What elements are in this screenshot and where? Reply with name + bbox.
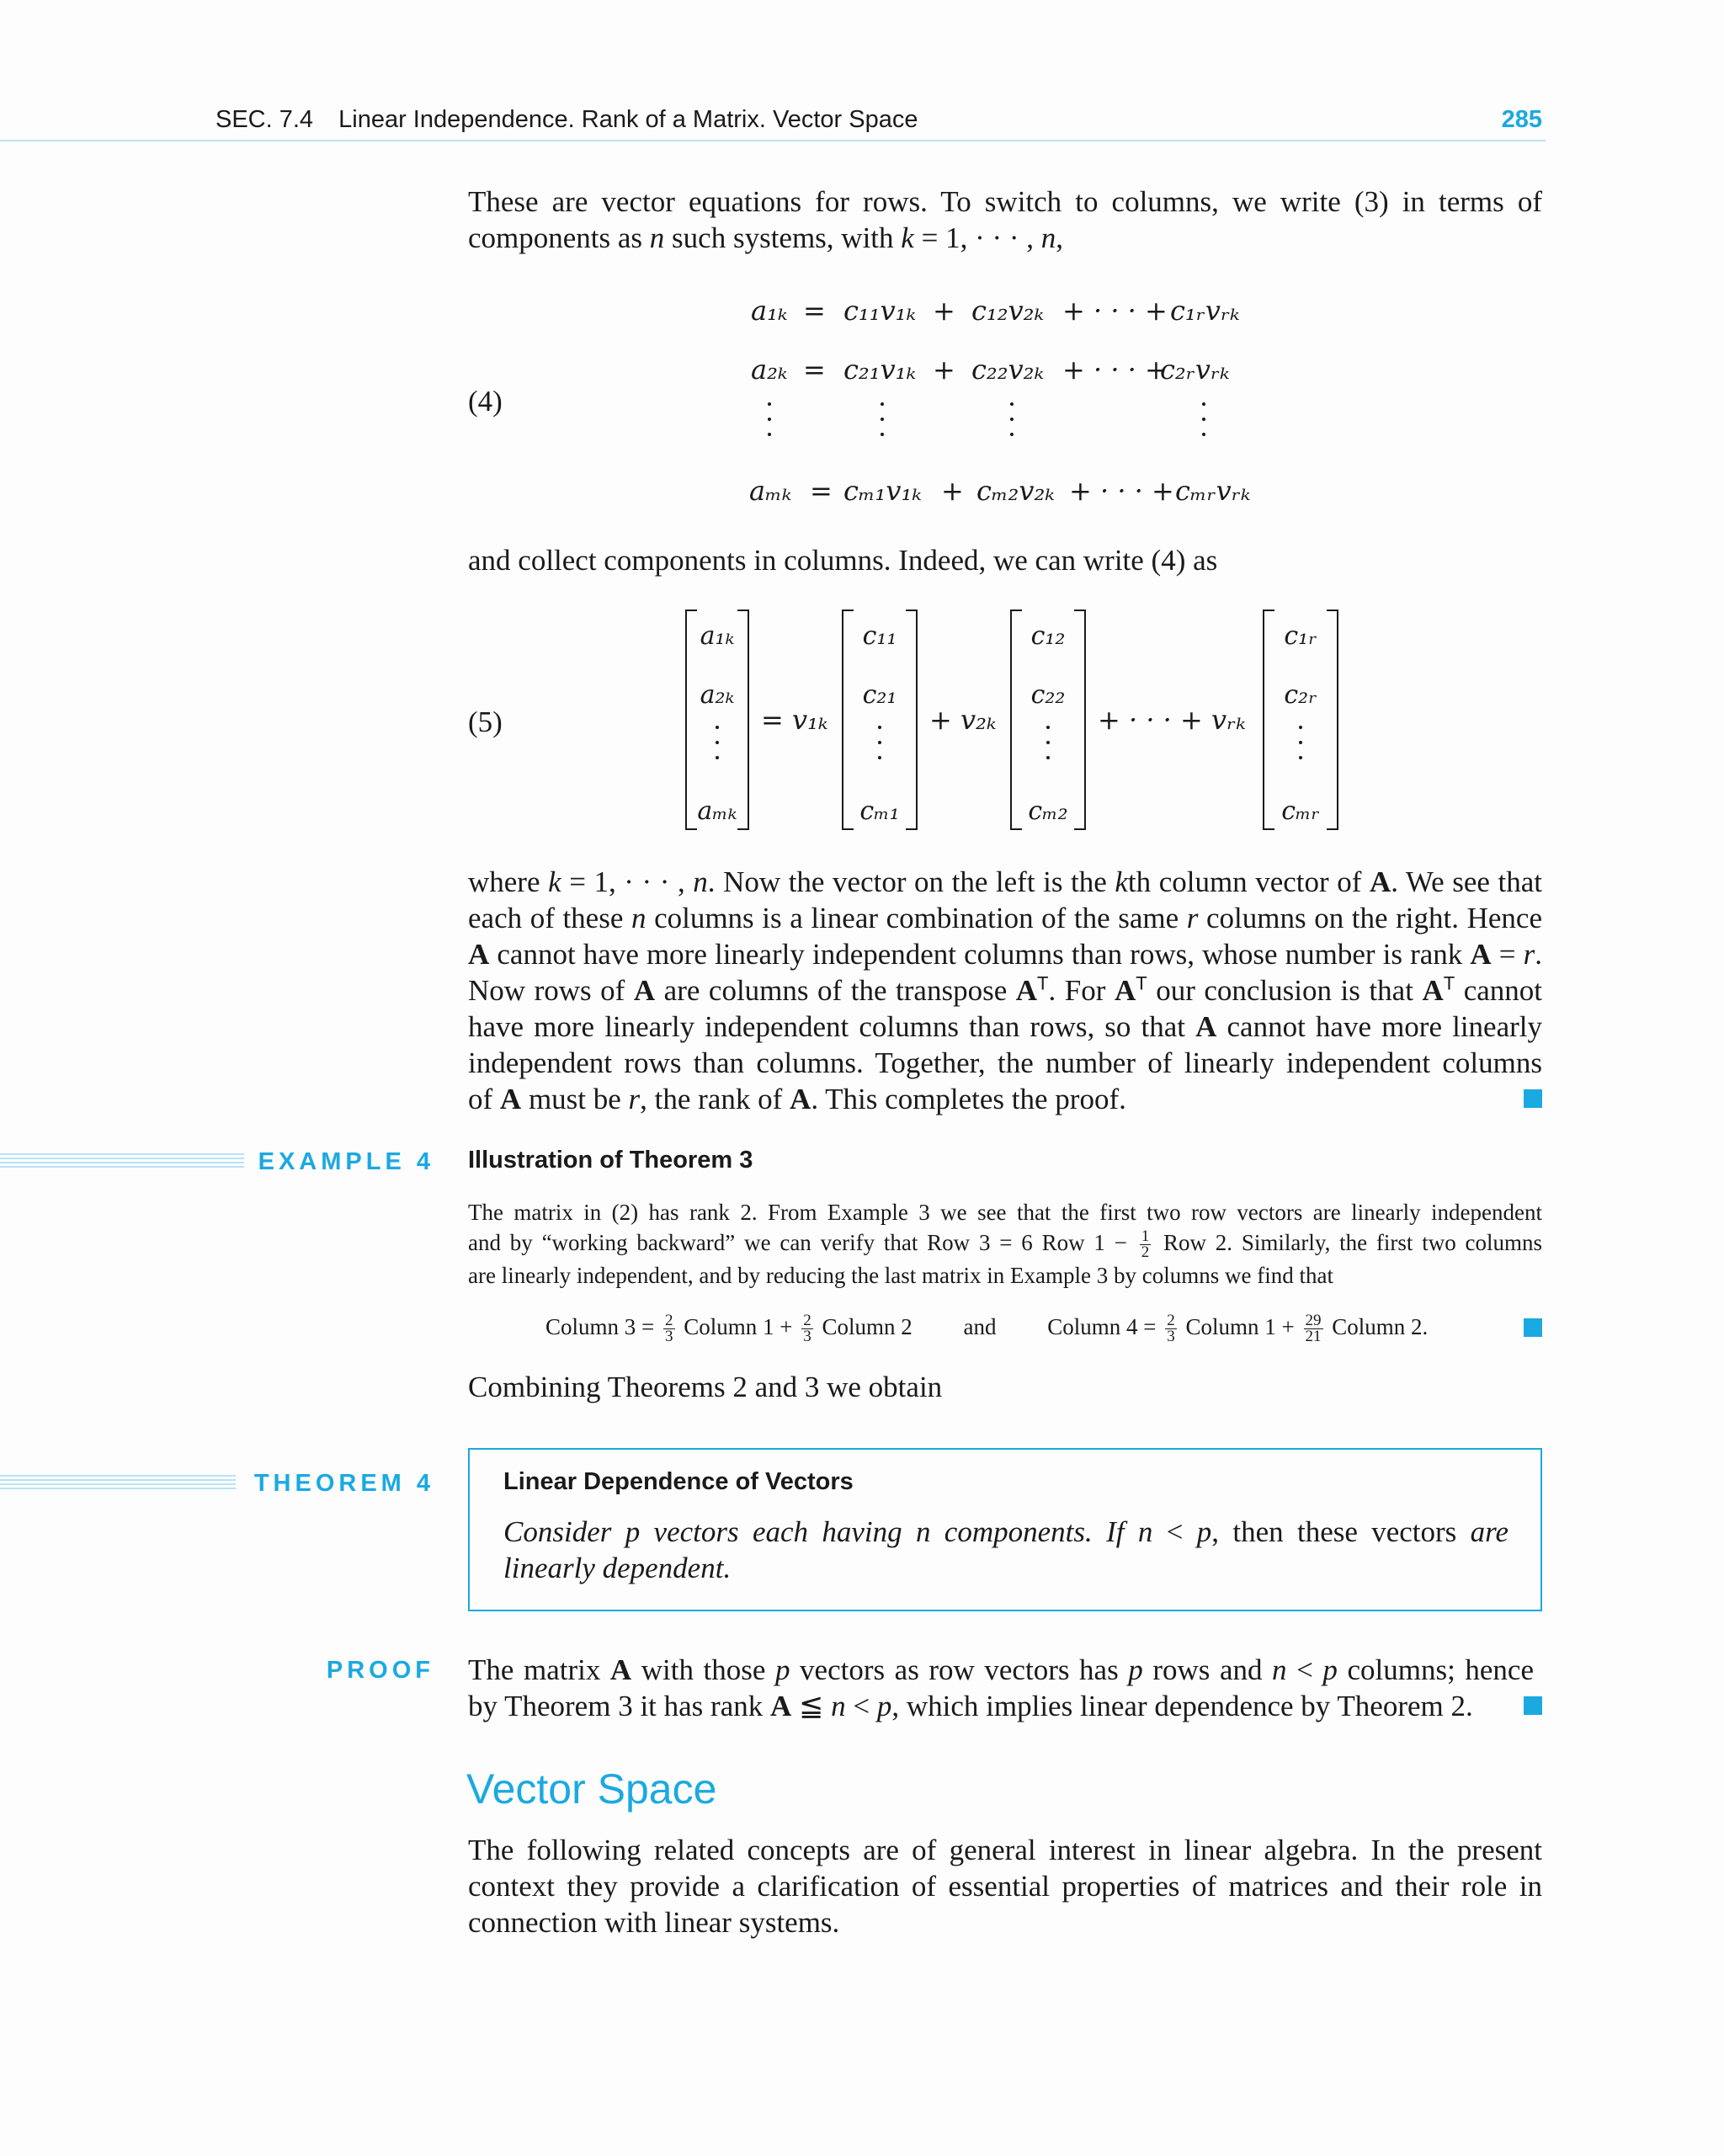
intro-line-2: components as n such systems, with k = 1, · · · , n, xyxy=(468,221,1064,254)
eq4-row2-lhs: a₂ₖ xyxy=(751,354,788,386)
eq4-row1-t3: c₁ᵣvᵣₖ xyxy=(1170,295,1240,327)
proof-paragraph xyxy=(468,864,1542,1117)
eq5-col1-vdots xyxy=(878,726,881,771)
theorem-4-label: THEOREM 4 xyxy=(253,1470,434,1497)
eq4-row2-t3: c₂ᵣvᵣₖ xyxy=(1160,354,1230,386)
eq4-row3-t1: cₘ₁v₁ₖ xyxy=(843,475,922,507)
eq5-lhs-vector xyxy=(685,610,749,830)
eq4-row2-p1: + xyxy=(933,354,955,386)
eq5-col1-entry-m: cₘ₁ xyxy=(859,796,900,826)
eq5-column-1 xyxy=(842,610,918,830)
proof-label: PROOF xyxy=(326,1657,434,1684)
eq4-row3-t2: cₘ₂v₂ₖ xyxy=(976,475,1055,507)
eq4-row1-p2: + · · · + xyxy=(1062,295,1168,327)
eq4-row3-eq: = xyxy=(810,475,833,507)
eq5-colr-entry-1: c₁ᵣ xyxy=(1284,621,1317,651)
proof-body xyxy=(468,1652,1542,1724)
eq5-column-r xyxy=(1263,610,1338,830)
intro-paragraph xyxy=(468,184,1542,256)
theorem-4-line-1: Consider p vectors each having n components. If n < p, then these vectors are xyxy=(503,1515,1508,1548)
theorem-4-line-2: linearly dependent. xyxy=(503,1552,732,1584)
eq5-lhs-entry-1: a₁ₖ xyxy=(700,621,735,651)
theorem-4-statement xyxy=(503,1514,1508,1586)
example-4-rule xyxy=(0,1153,244,1170)
page-number: 285 xyxy=(1501,106,1542,133)
eq5-col2-entry-m: cₘ₂ xyxy=(1028,796,1068,826)
eq4-row1-lhs: a₁ₖ xyxy=(751,295,788,327)
eq4-row3-t3: cₘᵣvᵣₖ xyxy=(1175,475,1251,507)
section-title: Linear Independence. Rank of a Matrix. Vector Space xyxy=(338,106,918,133)
eq4-vdots-2 xyxy=(881,402,884,448)
eq5-colr-entry-m: cₘᵣ xyxy=(1281,796,1320,826)
intro-line-1: These are vector equations for rows. To switch to columns, we write (3) in terms of xyxy=(468,185,1542,218)
eq4-row3-lhs: aₘₖ xyxy=(749,475,792,507)
eq5-plus-dots-vrk: + · · · + vᵣₖ xyxy=(1098,704,1246,736)
eq5-col1-entry-2: c₂₁ xyxy=(862,680,897,710)
example-4-line-3: are linearly independent, and by reducing the last matrix in Example 3 by columns we find that xyxy=(468,1263,1333,1289)
eq4-row2-t1: c₂₁v₁ₖ xyxy=(843,354,917,386)
example-4-line-1: The matrix in (2) has rank 2. From Example 3 we see that the first two row vectors are linearly independent xyxy=(468,1200,1542,1225)
vector-space-line-1: The following related concepts are of general interest in linear algebra. In the present xyxy=(468,1834,1542,1866)
eq5-col2-entry-2: c₂₂ xyxy=(1030,680,1066,710)
header-rule xyxy=(0,140,1546,141)
eq4-row1-p1: + xyxy=(933,295,955,327)
theorem-4-box xyxy=(468,1448,1542,1611)
fraction-one-half: $\frac{1}{2}$ xyxy=(1141,1227,1150,1262)
theorem-4-title: Linear Dependence of Vectors xyxy=(503,1468,854,1495)
proof-para-line-6: independent rows than columns. Together, the number of linearly independent columns xyxy=(468,1046,1542,1079)
end-of-example-square xyxy=(1524,1318,1542,1337)
eq5-colr-vdots xyxy=(1299,726,1302,771)
vector-space-heading: Vector Space xyxy=(466,1765,717,1813)
eq5-col2-entry-1: c₁₂ xyxy=(1030,621,1066,651)
equation-4-label: (4) xyxy=(468,385,503,418)
proof-para-line-7: of A must be r, the rank of A. This completes the proof. xyxy=(468,1081,1542,1117)
proof-line-1: The matrix A with those p vectors as row vectors has p rows and n < p columns; hence xyxy=(468,1653,1534,1686)
theorem-4-rule xyxy=(0,1475,236,1492)
vector-space-paragraph xyxy=(468,1832,1542,1940)
eq4-vdots-3 xyxy=(1010,402,1014,448)
eq5-lhs-vdots xyxy=(716,726,719,771)
section-number: SEC. 7.4 xyxy=(216,106,314,133)
eq5-lhs-entry-2: a₂ₖ xyxy=(700,680,735,710)
vector-space-line-2: context they provide a clarification of essential properties of matrices and their role in xyxy=(468,1870,1542,1903)
eq5-col1-entry-1: c₁₁ xyxy=(862,621,897,651)
eq5-lhs-entry-m: aₘₖ xyxy=(697,796,737,826)
eq5-col2-vdots xyxy=(1046,726,1050,771)
equation-5-label: (5) xyxy=(468,705,503,738)
proof-para-line-5: have more linearly independent columns than rows, so that A cannot have more linearly xyxy=(468,1010,1542,1043)
example-4-body xyxy=(468,1197,1542,1291)
eq4-row2-t2: c₂₂v₂ₖ xyxy=(971,354,1045,386)
proof-para-line-4: Now rows of A are columns of the transpose $A^T$. For $A^T$ our conclusion is that $A^T$ cannot xyxy=(468,972,1543,1007)
eq4-row2-p2: + · · · + xyxy=(1062,354,1168,386)
eq4-row1-t1: c₁₁v₁ₖ xyxy=(843,295,917,327)
proof-line-2: by Theorem 3 it has rank A ≦ n < p, which implies linear dependence by Theorem 2. xyxy=(468,1688,1542,1724)
eq5-column-2 xyxy=(1010,610,1086,830)
eq4-row2-eq: = xyxy=(803,354,826,386)
collect-text: and collect components in columns. Indeed, we can write (4) as xyxy=(468,544,1218,577)
example-4-label: EXAMPLE 4 xyxy=(258,1148,434,1175)
example-4-formula: Column 3 = $\frac{2}{3}$ Column 1 + $\frac{2}{3}$ Column 2 and Column 4 = $\frac{2}{3}$ Column 1 + $\frac{29}{21}$ Column 2. xyxy=(545,1312,1542,1349)
eq4-row1-t2: c₁₂v₂ₖ xyxy=(971,295,1045,327)
example-4-line-2: and by “working backward” we can verify that Row 3 = 6 Row 1 − $\frac{1}{2}$ Row 2. Similarly, the first two columns xyxy=(468,1227,1542,1262)
proof-para-line-3: A cannot have more linearly independent columns than rows, whose number is rank A = r. xyxy=(468,938,1542,971)
proof-para-line-1: where k = 1, · · · , n. Now the vector on the left is the kth column vector of A. We see that xyxy=(468,865,1542,898)
eq4-row3-p2: + · · · + xyxy=(1069,475,1174,507)
vector-space-line-3: connection with linear systems. xyxy=(468,1906,840,1939)
eq4-vdots-1 xyxy=(768,402,771,448)
end-of-proof-square-2 xyxy=(1524,1696,1542,1715)
eq4-row3-p1: + xyxy=(941,475,964,507)
eq5-plus-v2k: + v₂ₖ xyxy=(929,704,997,736)
end-of-proof-square xyxy=(1524,1089,1542,1108)
example-4-title: Illustration of Theorem 3 xyxy=(468,1147,753,1174)
eq4-vdots-4 xyxy=(1202,402,1205,448)
combining-text: Combining Theorems 2 and 3 we obtain xyxy=(468,1371,943,1403)
eq4-row1-eq: = xyxy=(803,295,826,327)
running-header xyxy=(216,106,1542,140)
eq5-colr-entry-2: c₂ᵣ xyxy=(1284,680,1317,710)
proof-para-line-2: each of these n columns is a linear combination of the same r columns on the right. Hence xyxy=(468,902,1542,934)
eq5-equals-v1k: = v₁ₖ xyxy=(761,704,828,736)
